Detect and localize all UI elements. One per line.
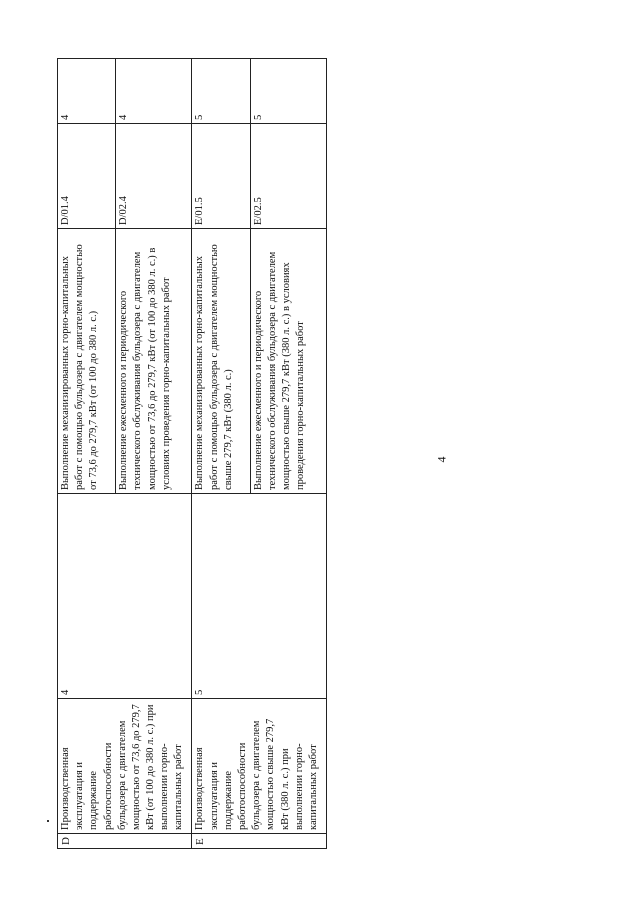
tf-code-cell: D/02.4 [116, 124, 192, 229]
gtf-name-cell: Производственная эксплуатация и поддержание работоспособности бульдозера с двигателем мощностью от 73,6 до 279,7 кВт (от 100 до 380 л. с.) при выполнении горно-капитальных работ [58, 699, 192, 834]
tf-name-cell: Выполнение механизированных горно-капитальных работ с помощью бульдозера с двигателем мощностью свыше 279,7 кВт (380 л. с.) [192, 229, 250, 494]
tf-level-cell: 4 [116, 59, 192, 124]
table-row [58, 59, 116, 849]
page-number: 4 [434, 456, 449, 463]
functions-table [57, 58, 327, 849]
scan-speck [47, 820, 49, 822]
tf-level-cell: 5 [250, 59, 326, 124]
tf-name-cell: Выполнение ежесменного и периодического технического обслуживания бульдозера с двигателем мощностью свыше 279,7 кВт (380 л. с.) в условиях проведения горно-капитальных работ [250, 229, 326, 494]
tf-code-cell: E/02.5 [250, 124, 326, 229]
gtf-code-cell: E [192, 834, 327, 849]
tf-level-cell: 4 [58, 59, 116, 124]
tf-name-cell: Выполнение механизированных горно-капитальных работ с помощью бульдозера с двигателем мощностью от 73,6 до 279,7 кВт (от 100 до 380 л. с.) [58, 229, 116, 494]
tf-code-cell: E/01.5 [192, 124, 250, 229]
gtf-name-cell: Производственная эксплуатация и поддержание работоспособности бульдозера с двигателем мощностью свыше 279,7 кВт (380 л. с.) при выполнении горно-капитальных работ [192, 699, 327, 834]
table-row [192, 59, 250, 849]
tf-name-cell: Выполнение ежесменного и периодического технического обслуживания бульдозера с двигателем мощностью от 73,6 до 279,7 кВт (от 100 до 380 л. с.) в условиях проведения горно-капитальных работ [116, 229, 192, 494]
tf-code-cell: D/01.4 [58, 124, 116, 229]
gtf-level-cell: 4 [58, 494, 192, 699]
rotated-table-frame [57, 59, 327, 849]
gtf-level-cell: 5 [192, 494, 327, 699]
gtf-code-cell: D [58, 834, 192, 849]
tf-level-cell: 5 [192, 59, 250, 124]
